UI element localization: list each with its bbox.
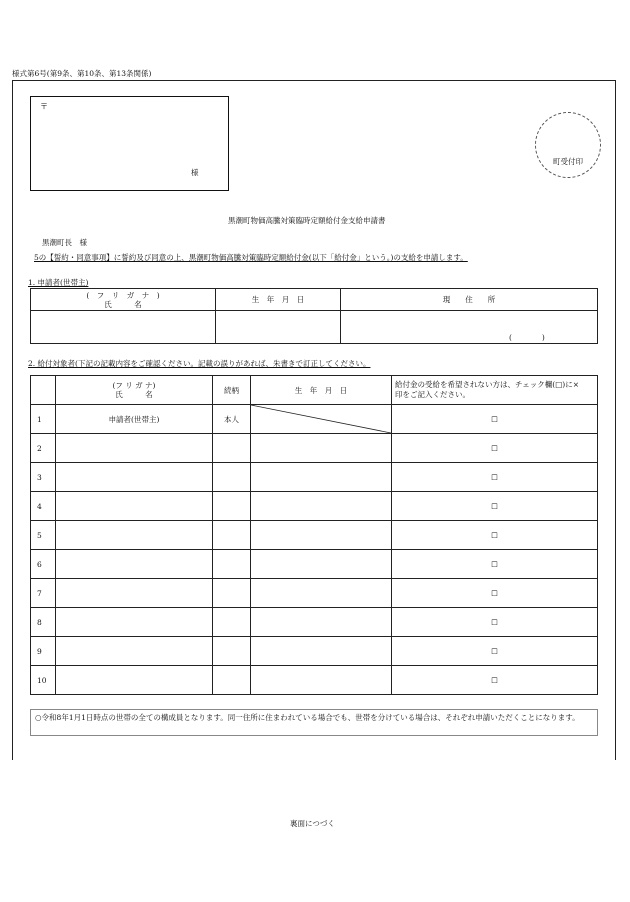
beneficiary-name-cell[interactable] <box>56 666 213 695</box>
table-row <box>31 521 598 550</box>
row-number: 3 <box>31 463 56 492</box>
section2-heading: 2. 給付対象者(下記の記載内容をご確認ください。記載の誤りがあれば、朱書きで訂正してください。 <box>28 359 371 368</box>
opt-out-checkbox[interactable]: ☐ <box>392 492 598 521</box>
relation-cell[interactable] <box>213 492 251 521</box>
phone-paren: ( ) <box>509 333 545 342</box>
diagonal-strike <box>251 405 391 433</box>
opt-out-checkbox[interactable]: ☐ <box>392 463 598 492</box>
beneficiary-name-cell[interactable] <box>56 492 213 521</box>
applicant-table <box>30 288 598 344</box>
opt-out-checkbox[interactable]: ☐ <box>392 608 598 637</box>
relation-header: 続柄 <box>213 376 251 405</box>
reception-stamp-circle <box>535 112 601 178</box>
applicant-name-header <box>31 289 216 311</box>
dob-header: 生 年 月 日 <box>251 376 392 405</box>
dob-cell[interactable] <box>251 637 392 666</box>
beneficiary-name-cell[interactable] <box>56 608 213 637</box>
opt-out-checkbox[interactable]: ☐ <box>392 405 598 434</box>
relation-cell[interactable] <box>213 608 251 637</box>
address-box[interactable] <box>30 96 229 191</box>
beneficiary-name-cell[interactable] <box>56 550 213 579</box>
beneficiary-name-cell[interactable] <box>56 637 213 666</box>
table-row <box>31 579 598 608</box>
opt-out-checkbox[interactable]: ☐ <box>392 579 598 608</box>
document-title: 黒潮町物価高騰対策臨時定額給付金支給申請書 <box>228 216 386 225</box>
row-number: 10 <box>31 666 56 695</box>
dob-cell[interactable] <box>251 666 392 695</box>
opt-out-header <box>392 376 598 405</box>
opt-out-checkbox[interactable]: ☐ <box>392 637 598 666</box>
beneficiary-name-cell[interactable] <box>56 463 213 492</box>
declaration-text: 5の【誓約・同意事項】に誓約及び同意の上、黒潮町物価高騰対策臨時定額給付金(以下「給付金」という。)の支給を申請します。 <box>34 253 468 262</box>
dob-cell[interactable] <box>251 608 392 637</box>
dob-cell[interactable] <box>251 492 392 521</box>
dob-cell[interactable] <box>251 434 392 463</box>
relation-cell[interactable] <box>213 463 251 492</box>
table-row <box>31 492 598 521</box>
opt-out-line2: 印をご記入ください。 <box>395 390 470 399</box>
row-number: 8 <box>31 608 56 637</box>
relation-cell[interactable]: 本人 <box>213 405 251 434</box>
row-number: 2 <box>31 434 56 463</box>
honorific: 様 <box>191 168 199 177</box>
table-row <box>31 637 598 666</box>
row-number: 5 <box>31 521 56 550</box>
section1-heading: 1. 申請者(世帯主) <box>28 278 89 287</box>
stamp-label: 町受付印 <box>553 157 583 166</box>
row-number: 4 <box>31 492 56 521</box>
applicant-dob-header: 生 年 月 日 <box>216 289 341 311</box>
addressee: 黒潮町長 様 <box>42 238 87 247</box>
applicant-name-field[interactable] <box>31 311 216 344</box>
beneficiary-name-cell[interactable] <box>56 579 213 608</box>
beneficiary-name-cell[interactable] <box>56 434 213 463</box>
relation-cell[interactable] <box>213 666 251 695</box>
row-number: 7 <box>31 579 56 608</box>
relation-cell[interactable] <box>213 637 251 666</box>
relation-cell[interactable] <box>213 521 251 550</box>
row-number: 9 <box>31 637 56 666</box>
name-label: 氏 名 <box>104 299 142 309</box>
applicant-address-field[interactable] <box>341 311 598 344</box>
name-label: 氏 名 <box>115 390 153 399</box>
applicant-address-header: 現 住 所 <box>341 289 598 311</box>
opt-out-checkbox[interactable]: ☐ <box>392 550 598 579</box>
beneficiary-name-header <box>56 376 213 405</box>
table-row <box>31 608 598 637</box>
relation-cell[interactable] <box>213 579 251 608</box>
form-number: 様式第6号(第9条、第10条、第13条関係) <box>12 69 152 78</box>
postal-mark: 〒 <box>40 102 48 111</box>
beneficiary-name-cell[interactable] <box>56 521 213 550</box>
dob-cell[interactable] <box>251 579 392 608</box>
relation-cell[interactable] <box>213 434 251 463</box>
opt-out-checkbox[interactable]: ☐ <box>392 666 598 695</box>
dob-cell[interactable] <box>251 405 392 434</box>
furigana-label: ( フ リ ガ ナ ) <box>86 290 160 300</box>
row-number: 6 <box>31 550 56 579</box>
table-row <box>31 666 598 695</box>
table-row <box>31 550 598 579</box>
opt-out-line1: 給付金の受給を希望されない方は、チェック欄(□)に× <box>395 380 579 389</box>
row-number: 1 <box>31 405 56 434</box>
table-row <box>31 463 598 492</box>
applicant-dob-field[interactable] <box>216 311 341 344</box>
continued-overleaf: 裏面につづく <box>290 819 335 828</box>
table-row <box>31 405 598 434</box>
beneficiary-name-cell[interactable]: 申請者(世帯主) <box>56 405 213 434</box>
opt-out-checkbox[interactable]: ☐ <box>392 434 598 463</box>
relation-cell[interactable] <box>213 550 251 579</box>
dob-cell[interactable] <box>251 463 392 492</box>
note-box: ○令和8年1月1日時点の世帯の全ての構成員となります。同一住所に住まわれている場合でも、世帯を分けている場合は、それぞれ申請いただくことになります。 <box>30 709 598 736</box>
opt-out-checkbox[interactable]: ☐ <box>392 521 598 550</box>
table-row <box>31 434 598 463</box>
dob-cell[interactable] <box>251 521 392 550</box>
furigana-label: (フ リ ガ ナ) <box>112 381 156 390</box>
num-header <box>31 376 56 405</box>
beneficiary-table <box>30 375 598 695</box>
dob-cell[interactable] <box>251 550 392 579</box>
